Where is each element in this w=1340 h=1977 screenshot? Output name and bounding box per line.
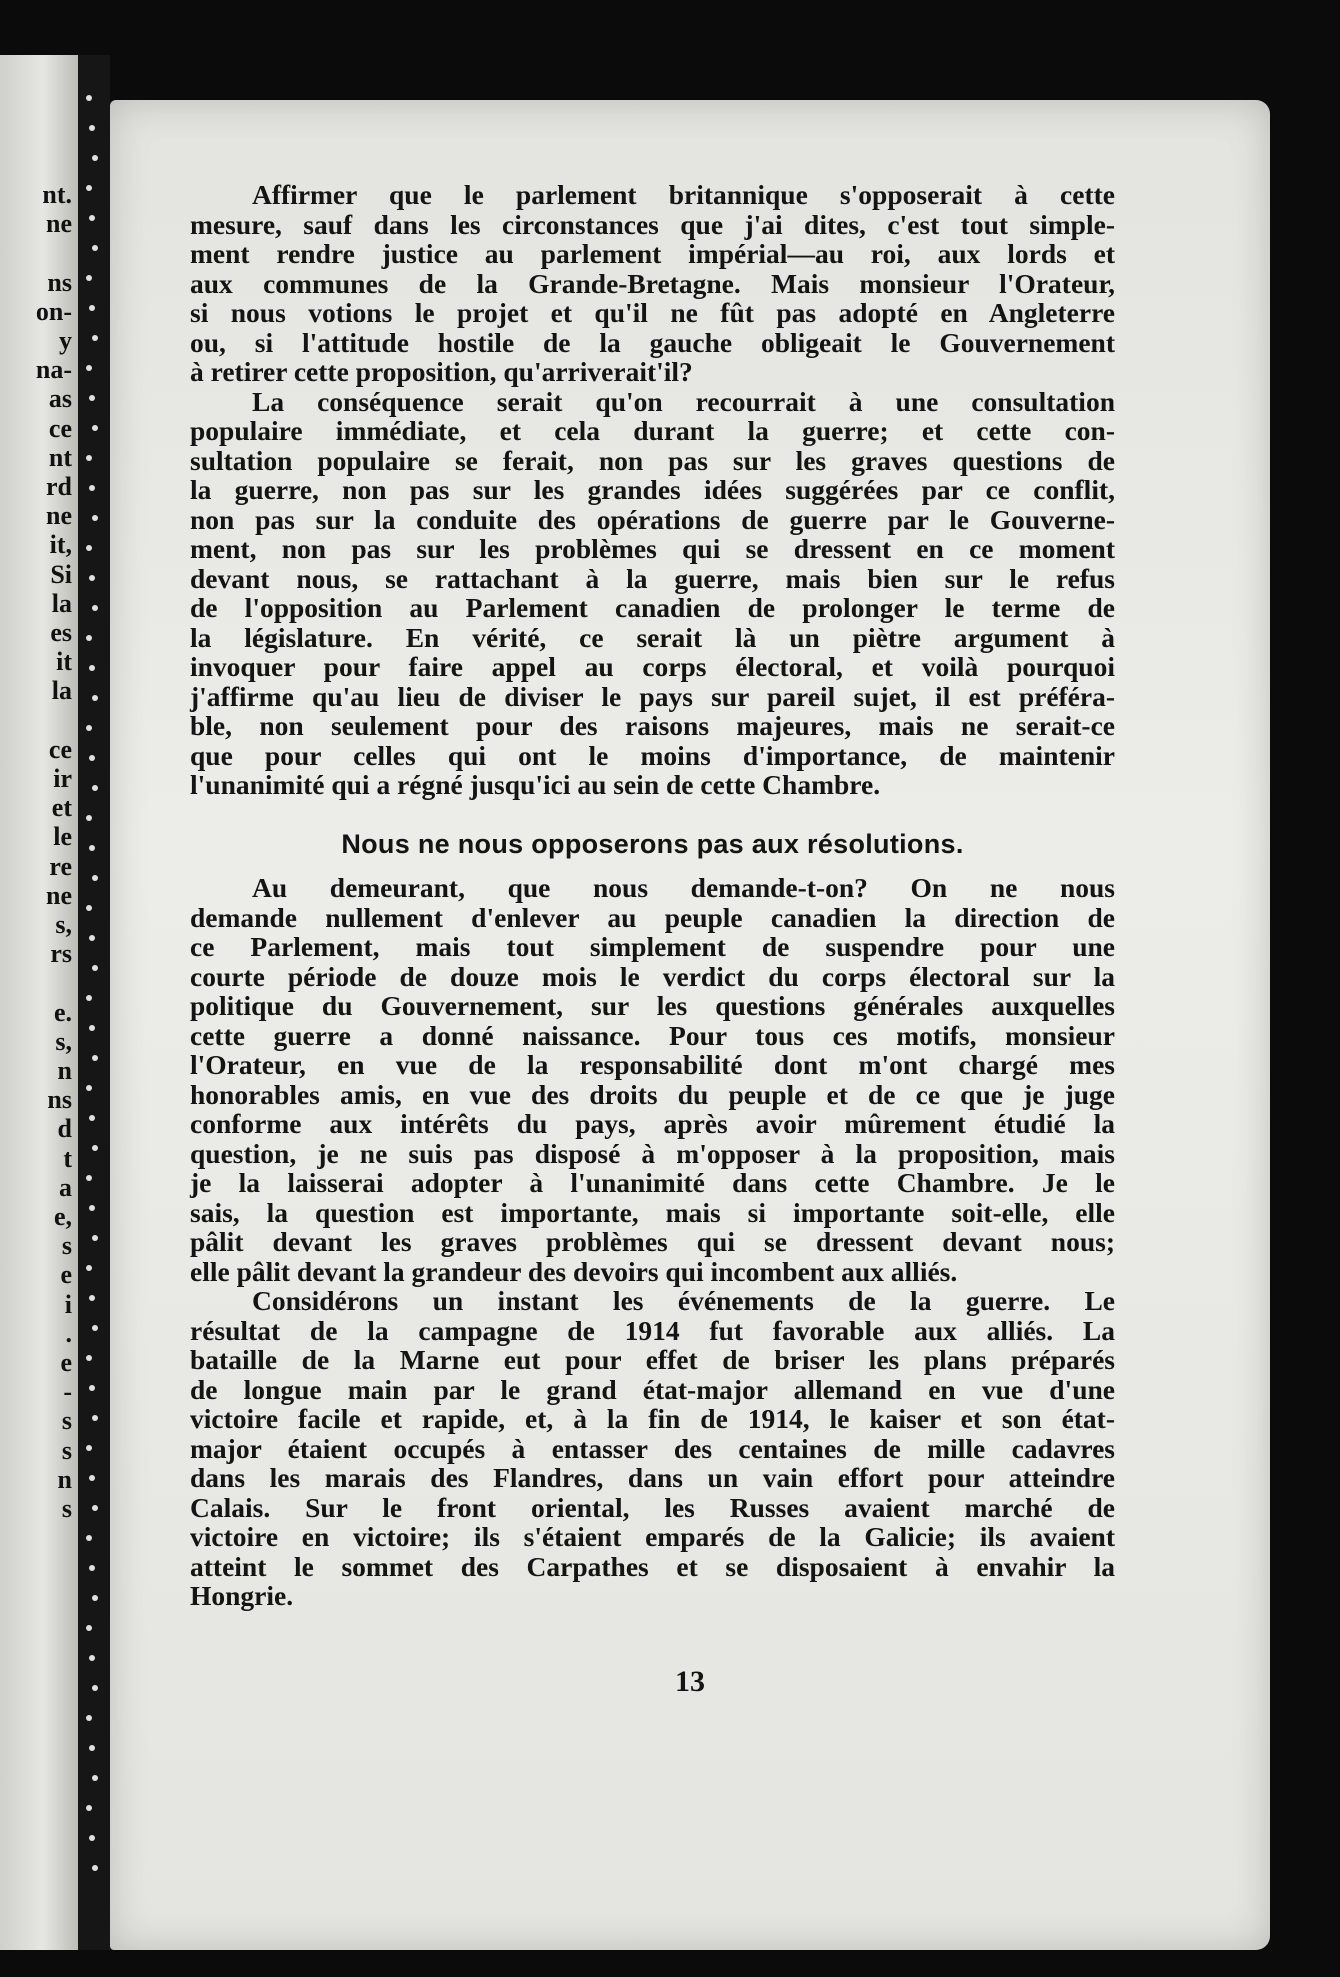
text-line: que pour celles qui ont le moins d'importance, de maintenir bbox=[190, 739, 1115, 771]
binding-mark bbox=[92, 695, 98, 701]
binding-mark bbox=[89, 1655, 95, 1661]
text-line: Considérons un instant les événements de la guerre. Le bbox=[252, 1285, 1115, 1316]
binding-mark bbox=[89, 485, 95, 491]
left-page-line: la bbox=[51, 676, 72, 706]
text-line: la législature. En vérité, ce serait là un piètre argument à bbox=[190, 621, 1115, 653]
text-line: Hongrie. bbox=[190, 1580, 294, 1611]
left-page-line: ne bbox=[46, 501, 72, 531]
binding-mark bbox=[89, 1025, 95, 1031]
document-page bbox=[110, 100, 1270, 1950]
left-page-line: s bbox=[61, 1406, 72, 1436]
text-line: sultation populaire se ferait, non pas sur les graves questions de bbox=[190, 444, 1115, 476]
binding-mark bbox=[89, 845, 95, 851]
left-page-line: it, bbox=[49, 530, 72, 560]
text-line: courte période de douze mois le verdict du corps électoral sur la bbox=[190, 960, 1115, 992]
left-page-line bbox=[0, 238, 78, 267]
left-page-line: e, bbox=[53, 1202, 72, 1231]
binding-mark bbox=[86, 545, 92, 551]
text-line: aux communes de la Grande-Bretagne. Mais monsieur l'Orateur, bbox=[190, 267, 1115, 299]
binding-mark bbox=[92, 1415, 98, 1421]
binding-mark bbox=[92, 1055, 98, 1061]
left-page-line: na- bbox=[35, 355, 72, 385]
left-page-line: rd bbox=[46, 472, 72, 501]
left-page-line: . bbox=[65, 1318, 72, 1348]
binding-mark bbox=[92, 1235, 98, 1241]
binding-mark bbox=[92, 425, 98, 431]
binding-mark bbox=[92, 515, 98, 521]
binding-mark bbox=[92, 155, 98, 161]
left-page-line: y bbox=[59, 326, 72, 355]
left-page-line: d bbox=[57, 1114, 72, 1144]
binding-mark bbox=[86, 365, 92, 371]
text-line: pâlit devant les graves problèmes qui se dressent devant nous; bbox=[190, 1226, 1115, 1257]
binding-mark bbox=[89, 1115, 95, 1121]
left-page-line: e. bbox=[53, 997, 72, 1027]
binding-mark bbox=[92, 1145, 98, 1151]
text-line: cette guerre a donné naissance. Pour tous ces motifs, monsieur bbox=[190, 1019, 1115, 1051]
binding-mark bbox=[86, 1445, 92, 1451]
text-line: l'Orateur, en vue de la responsabilité dont m'ont chargé mes bbox=[190, 1049, 1115, 1080]
text-line: elle pâlit devant la grandeur des devoirs qui incombent aux alliés. bbox=[190, 1255, 958, 1287]
left-page-line: i bbox=[64, 1289, 72, 1319]
left-page-line: it bbox=[56, 647, 72, 677]
text-line: ou, si l'attitude hostile de la gauche obligeait le Gouvernement bbox=[190, 326, 1115, 358]
text-line: devant nous, se rattachant à la guerre, mais bien sur le refus bbox=[190, 562, 1115, 594]
left-page-line: ne bbox=[46, 209, 72, 239]
binding-mark bbox=[92, 1505, 98, 1511]
left-page-line: ns bbox=[47, 1085, 72, 1115]
left-page-line: ne bbox=[46, 880, 72, 910]
left-page-line: e bbox=[60, 1260, 72, 1290]
left-page-line: s, bbox=[55, 1026, 72, 1056]
binding-mark bbox=[89, 935, 95, 941]
paragraph-3 bbox=[190, 873, 1115, 1286]
text-line: bataille de la Marne eut pour effet de briser les plans préparés bbox=[190, 1344, 1115, 1375]
text-line: résultat de la campagne de 1914 fut favorable aux alliés. La bbox=[190, 1314, 1115, 1346]
page-number: 13 bbox=[675, 1665, 705, 1698]
binding-mark bbox=[86, 95, 92, 101]
text-line: La conséquence serait qu'on recourrait à une consultation bbox=[252, 385, 1115, 417]
binding-mark bbox=[86, 1625, 92, 1631]
left-page-line: ce bbox=[48, 734, 72, 764]
binding-mark bbox=[86, 905, 92, 911]
text-line: populaire immédiate, et cela durant la guerre; et cette con- bbox=[190, 415, 1115, 446]
binding-mark bbox=[92, 1865, 98, 1871]
left-page-line: et bbox=[51, 793, 72, 823]
binding-mark bbox=[92, 335, 98, 341]
text-line: question, je ne suis pas disposé à m'opposer à la proposition, mais bbox=[190, 1137, 1115, 1169]
paragraph-2 bbox=[190, 387, 1115, 800]
text-line: honorables amis, en vue des droits du peuple et de ce que je juge bbox=[190, 1078, 1115, 1110]
text-line: ment, non pas sur les problèmes qui se dressent en ce moment bbox=[190, 533, 1115, 564]
binding-mark bbox=[86, 635, 92, 641]
text-line: conforme aux intérêts du pays, après avoir mûrement étudié la bbox=[190, 1108, 1115, 1139]
adjacent-page-fragment bbox=[0, 55, 81, 1950]
binding-mark bbox=[86, 815, 92, 821]
binding-mark bbox=[89, 665, 95, 671]
binding-mark bbox=[89, 1205, 95, 1211]
page-text bbox=[190, 180, 1115, 1611]
left-page-line: ns bbox=[47, 267, 72, 297]
left-page-line bbox=[0, 706, 78, 735]
binding-mark bbox=[86, 725, 92, 731]
binding-mark bbox=[92, 1775, 98, 1781]
binding-mark bbox=[89, 1475, 95, 1481]
left-page-line: t bbox=[63, 1143, 72, 1173]
text-line: atteint le sommet des Carpathes et se disposaient à envahir la bbox=[190, 1550, 1115, 1582]
left-page-line: as bbox=[48, 384, 72, 414]
left-page-line: n bbox=[57, 1464, 72, 1494]
left-page-line: s bbox=[61, 1494, 72, 1523]
text-line: de l'opposition au Parlement canadien de prolonger le terme de bbox=[190, 592, 1115, 623]
binding-mark bbox=[86, 185, 92, 191]
left-page-line: le bbox=[53, 822, 72, 852]
binding-mark bbox=[86, 1805, 92, 1811]
left-page-line: la bbox=[51, 588, 72, 618]
left-page-line: s bbox=[61, 1435, 72, 1465]
binding-mark bbox=[92, 245, 98, 251]
left-page-line: rs bbox=[50, 939, 72, 969]
text-line: victoire en victoire; ils s'étaient emparés de la Galicie; ils avaient bbox=[190, 1521, 1115, 1552]
binding-mark bbox=[89, 1565, 95, 1571]
binding-mark bbox=[86, 275, 92, 281]
binding-mark bbox=[89, 1835, 95, 1841]
text-line: si nous votions le projet et qu'il ne fût pas adopté en Angleterre bbox=[190, 297, 1115, 328]
binding-mark bbox=[92, 1325, 98, 1331]
binding-mark bbox=[89, 1295, 95, 1301]
left-page-line: ce bbox=[48, 413, 72, 443]
binding-mark bbox=[86, 1085, 92, 1091]
left-page-line: s, bbox=[55, 910, 72, 939]
binding-mark bbox=[92, 605, 98, 611]
text-line: mesure, sauf dans les circonstances que j'ai dites, c'est tout simple- bbox=[190, 208, 1115, 240]
binding-mark bbox=[89, 755, 95, 761]
text-line: j'affirme qu'au lieu de diviser le pays sur pareil sujet, il est préféra- bbox=[190, 680, 1115, 712]
binding-mark bbox=[89, 125, 95, 131]
binding-mark bbox=[92, 965, 98, 971]
left-page-line: n bbox=[57, 1056, 72, 1085]
binding-mark bbox=[86, 455, 92, 461]
binding-mark bbox=[89, 395, 95, 401]
left-page-line: e bbox=[60, 1348, 72, 1377]
binding-mark bbox=[92, 1685, 98, 1691]
binding-mark bbox=[86, 1535, 92, 1541]
left-page-line: nt. bbox=[42, 180, 72, 209]
text-line: à retirer cette proposition, qu'arriverait'il? bbox=[190, 356, 693, 387]
binding-mark bbox=[89, 1385, 95, 1391]
left-page-line: - bbox=[63, 1377, 72, 1407]
left-page-line: a bbox=[59, 1172, 72, 1202]
left-page-line bbox=[0, 968, 78, 997]
text-line: sais, la question est importante, mais si importante soit-elle, elle bbox=[190, 1196, 1115, 1228]
text-line: invoquer pour faire appel au corps électoral, et voilà pourquoi bbox=[190, 651, 1115, 682]
text-line: Au demeurant, que nous demande-t-on? On ne nous bbox=[252, 872, 1115, 903]
binding-mark bbox=[89, 1745, 95, 1751]
text-line: de longue main par le grand état-major allemand en vue d'une bbox=[190, 1373, 1115, 1405]
left-page-line: on- bbox=[35, 296, 72, 326]
binding-mark bbox=[86, 995, 92, 1001]
left-page-line: ir bbox=[53, 764, 72, 793]
text-line: l'unanimité qui a régné jusqu'ici au sein de cette Chambre. bbox=[190, 769, 881, 800]
binding-mark bbox=[92, 785, 98, 791]
text-line: major étaient occupés à entasser des centaines de mille cadavres bbox=[190, 1432, 1115, 1464]
left-page-line: re bbox=[49, 851, 72, 881]
text-line: politique du Gouvernement, sur les questions générales auxquelles bbox=[190, 990, 1115, 1021]
text-line: Calais. Sur le front oriental, les Russes avaient marché de bbox=[190, 1491, 1115, 1523]
binding-mark bbox=[89, 305, 95, 311]
text-line: demande nullement d'enlever au peuple canadien la direction de bbox=[190, 901, 1115, 933]
book-gutter bbox=[78, 55, 110, 1950]
binding-mark bbox=[89, 575, 95, 581]
paragraph-4 bbox=[190, 1286, 1115, 1611]
text-line: victoire facile et rapide, et, à la fin de 1914, le kaiser et son état- bbox=[190, 1403, 1115, 1434]
binding-mark bbox=[86, 1715, 92, 1721]
binding-mark bbox=[92, 875, 98, 881]
text-line: ce Parlement, mais tout simplement de suspendre pour une bbox=[190, 931, 1115, 962]
left-page-line: Si bbox=[50, 559, 72, 589]
section-heading: Nous ne nous opposerons pas aux résolutions. bbox=[341, 828, 964, 859]
paragraph-1 bbox=[190, 180, 1115, 387]
text-line: la guerre, non pas sur les grandes idées suggérées par ce conflit, bbox=[190, 474, 1115, 505]
binding-mark bbox=[86, 1265, 92, 1271]
text-line: dans les marais des Flandres, dans un vain effort pour atteindre bbox=[190, 1462, 1115, 1493]
left-page-line: nt bbox=[48, 442, 72, 472]
left-page-line: s bbox=[61, 1231, 72, 1261]
binding-mark bbox=[89, 215, 95, 221]
binding-mark bbox=[86, 1175, 92, 1181]
text-line: Affirmer que le parlement britannique s'opposerait à cette bbox=[252, 179, 1115, 210]
text-line: ment rendre justice au parlement impérial—au roi, aux lords et bbox=[190, 238, 1115, 269]
binding-mark bbox=[86, 1355, 92, 1361]
binding-mark bbox=[92, 1595, 98, 1601]
left-page-line: es bbox=[50, 618, 72, 647]
text-line: ble, non seulement pour des raisons majeures, mais ne serait-ce bbox=[190, 710, 1115, 741]
text-line: non pas sur la conduite des opérations de guerre par le Gouverne- bbox=[190, 503, 1115, 535]
text-line: je la laisserai adopter à l'unanimité dans cette Chambre. Je le bbox=[190, 1167, 1115, 1198]
